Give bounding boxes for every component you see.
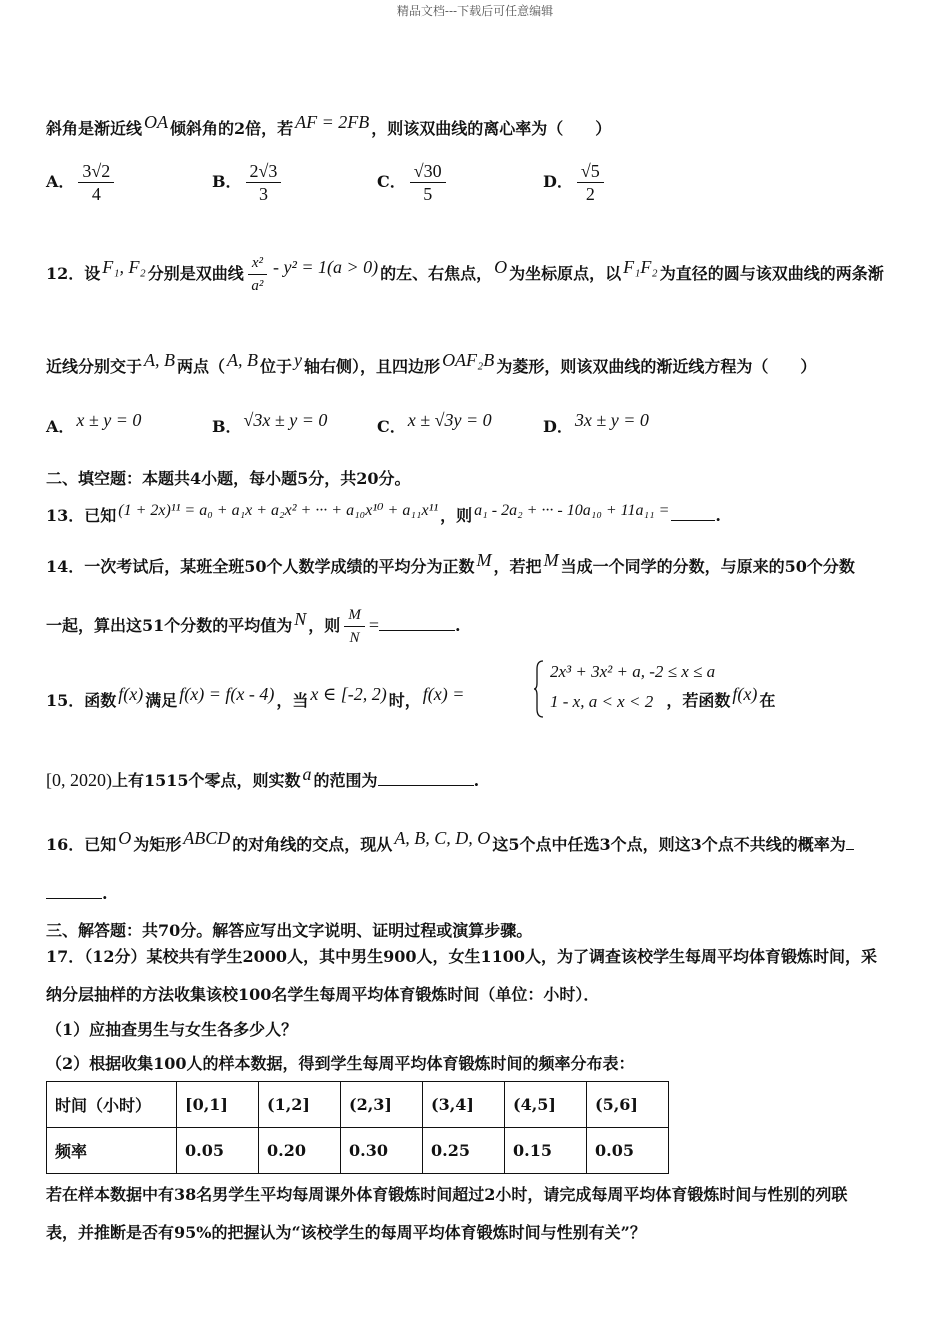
q13-stem: 13．已知 (1 + 2x)¹¹ = a₀ + a₁x + a₂x² + ··· + a₁₀x¹⁰ + a₁₁x¹¹ ，则 a₁ - 2a₂ + ··· - 10a₁₀ + 11a₁₁ = . (46, 502, 721, 525)
q15-answer-blank[interactable] (378, 771, 474, 786)
q11-option-b[interactable]: B． $\frac{2√3}{3}$ (212, 160, 285, 205)
frequency-table (46, 1081, 669, 1174)
q11-option-c[interactable]: C． $\frac{√30}{5}$ (377, 160, 450, 205)
q15-stem-line2: [0, 2020)上有1515个零点，则实数 a 的范围为 . (46, 764, 480, 790)
q12-option-d[interactable]: D． 3x ± y = 0 (543, 410, 649, 436)
section-solutions-heading: 三、解答题：共70分。解答应写出文字说明、证明过程或演算步骤。 (46, 921, 533, 940)
table-cell: 频率 (47, 1128, 177, 1174)
q12-option-b[interactable]: B． √3x ± y = 0 (212, 410, 328, 436)
piecewise-case-2: 1 - x, a < x < 2 (550, 692, 654, 711)
q17-line1: 17．（12分）某校共有学生2000人，其中男生900人，女生1100人，为了调查该校学生每周平均体育锻炼时间，采 (46, 947, 877, 966)
q16-answer-blank[interactable] (46, 884, 102, 899)
table-cell: (5,6] (587, 1082, 669, 1128)
table-cell: 0.05 (587, 1128, 669, 1174)
q14-stem-line2: 一起，算出这51个分数的平均值为 N ，则 $\frac{M}{N}$ = . (46, 604, 461, 649)
q12-option-c[interactable]: C． x ± √3y = 0 (377, 410, 492, 436)
table-cell: (4,5] (505, 1082, 587, 1128)
section-fill-in-heading: 二、填空题：本题共4小题，每小题5分，共20分。 (46, 469, 411, 488)
table-cell: 0.20 (259, 1128, 341, 1174)
q11-option-d[interactable]: D． $\frac{√5}{2}$ (543, 160, 608, 205)
q12-stem-line2: 近线分别交于 A, B 两点（ A, B 位于 y 轴右侧），且四边形 OAF₂B 为菱形，则该双曲线的渐近线方程为（ ） (46, 350, 817, 376)
q15-stem-line1: 15．函数 f(x) 满足 f(x) = f(x - 4) ，当 x ∈ [-2, 2) 时， f(x) = ，若函数 f(x) 在 (46, 684, 776, 710)
q16-stem: 16．已知 O 为矩形 ABCD 的对角线的交点，现从 A, B, C, D, O 这5个点中任选3个点，则这3个点不共线的概率为 (46, 828, 854, 855)
q17-part2: （2）根据收集100人的样本数据，得到学生每周平均体育锻炼时间的频率分布表： (46, 1054, 635, 1073)
piecewise-brace (533, 659, 545, 719)
q17-line5: 若在样本数据中有38名男学生平均每周课外体育锻炼时间超过2小时，请完成每周平均体育锻炼时间与性别的列联 (46, 1185, 848, 1204)
table-cell: 0.05 (177, 1128, 259, 1174)
q17-part1: （1）应抽查男生与女生各多少人？ (46, 1020, 298, 1039)
table-cell: [0,1] (177, 1082, 259, 1128)
piecewise-case-1: 2x³ + 3x² + a, -2 ≤ x ≤ a (550, 662, 716, 681)
page-header: 精品文档---下载后可任意编辑 (396, 4, 554, 18)
q14-answer-blank[interactable] (379, 616, 455, 631)
q13-answer-blank[interactable] (671, 506, 715, 521)
q11-option-a[interactable]: A． $\frac{3√2}{4}$ (46, 160, 118, 205)
q17-line2: 纳分层抽样的方法收集该校100名学生每周平均体育锻炼时间（单位：小时）． (46, 985, 600, 1004)
table-cell: (1,2] (259, 1082, 341, 1128)
table-cell: 0.25 (423, 1128, 505, 1174)
table-cell: 0.30 (341, 1128, 423, 1174)
table-cell: (3,4] (423, 1082, 505, 1128)
table-row-frequency (47, 1128, 669, 1174)
table-row-header (47, 1082, 669, 1128)
table-cell: (2,3] (341, 1082, 423, 1128)
q11-stem: 斜角是渐近线 OA 倾斜角的2倍，若 AF = 2FB ，则该双曲线的离心率为（ ） (46, 112, 612, 138)
q12-option-a[interactable]: A． x ± y = 0 (46, 410, 142, 436)
q16-answer-line: . (46, 884, 108, 903)
table-cell: 0.15 (505, 1128, 587, 1174)
q17-line6: 表，并推断是否有95%的把握认为“该校学生的每周平均体育锻炼时间与性别有关”？ (46, 1223, 646, 1242)
q14-stem-line1: 14．一次考试后，某班全班50个人数学成绩的平均分为正数 M ，若把 M 当成一个同学的分数，与原来的50个分数 (46, 550, 855, 576)
q12-stem-line1: 12．设 F₁, F₂ 分别是双曲线 $\frac{\text{x²}}{\text{a²}}$ - y² = 1(a > 0) 的左、右焦点， O 为坐标原点，以 F₁F₂ 为直径的圆与该双曲线的两条渐 (46, 252, 884, 297)
table-cell: 时间（小时） (47, 1082, 177, 1128)
